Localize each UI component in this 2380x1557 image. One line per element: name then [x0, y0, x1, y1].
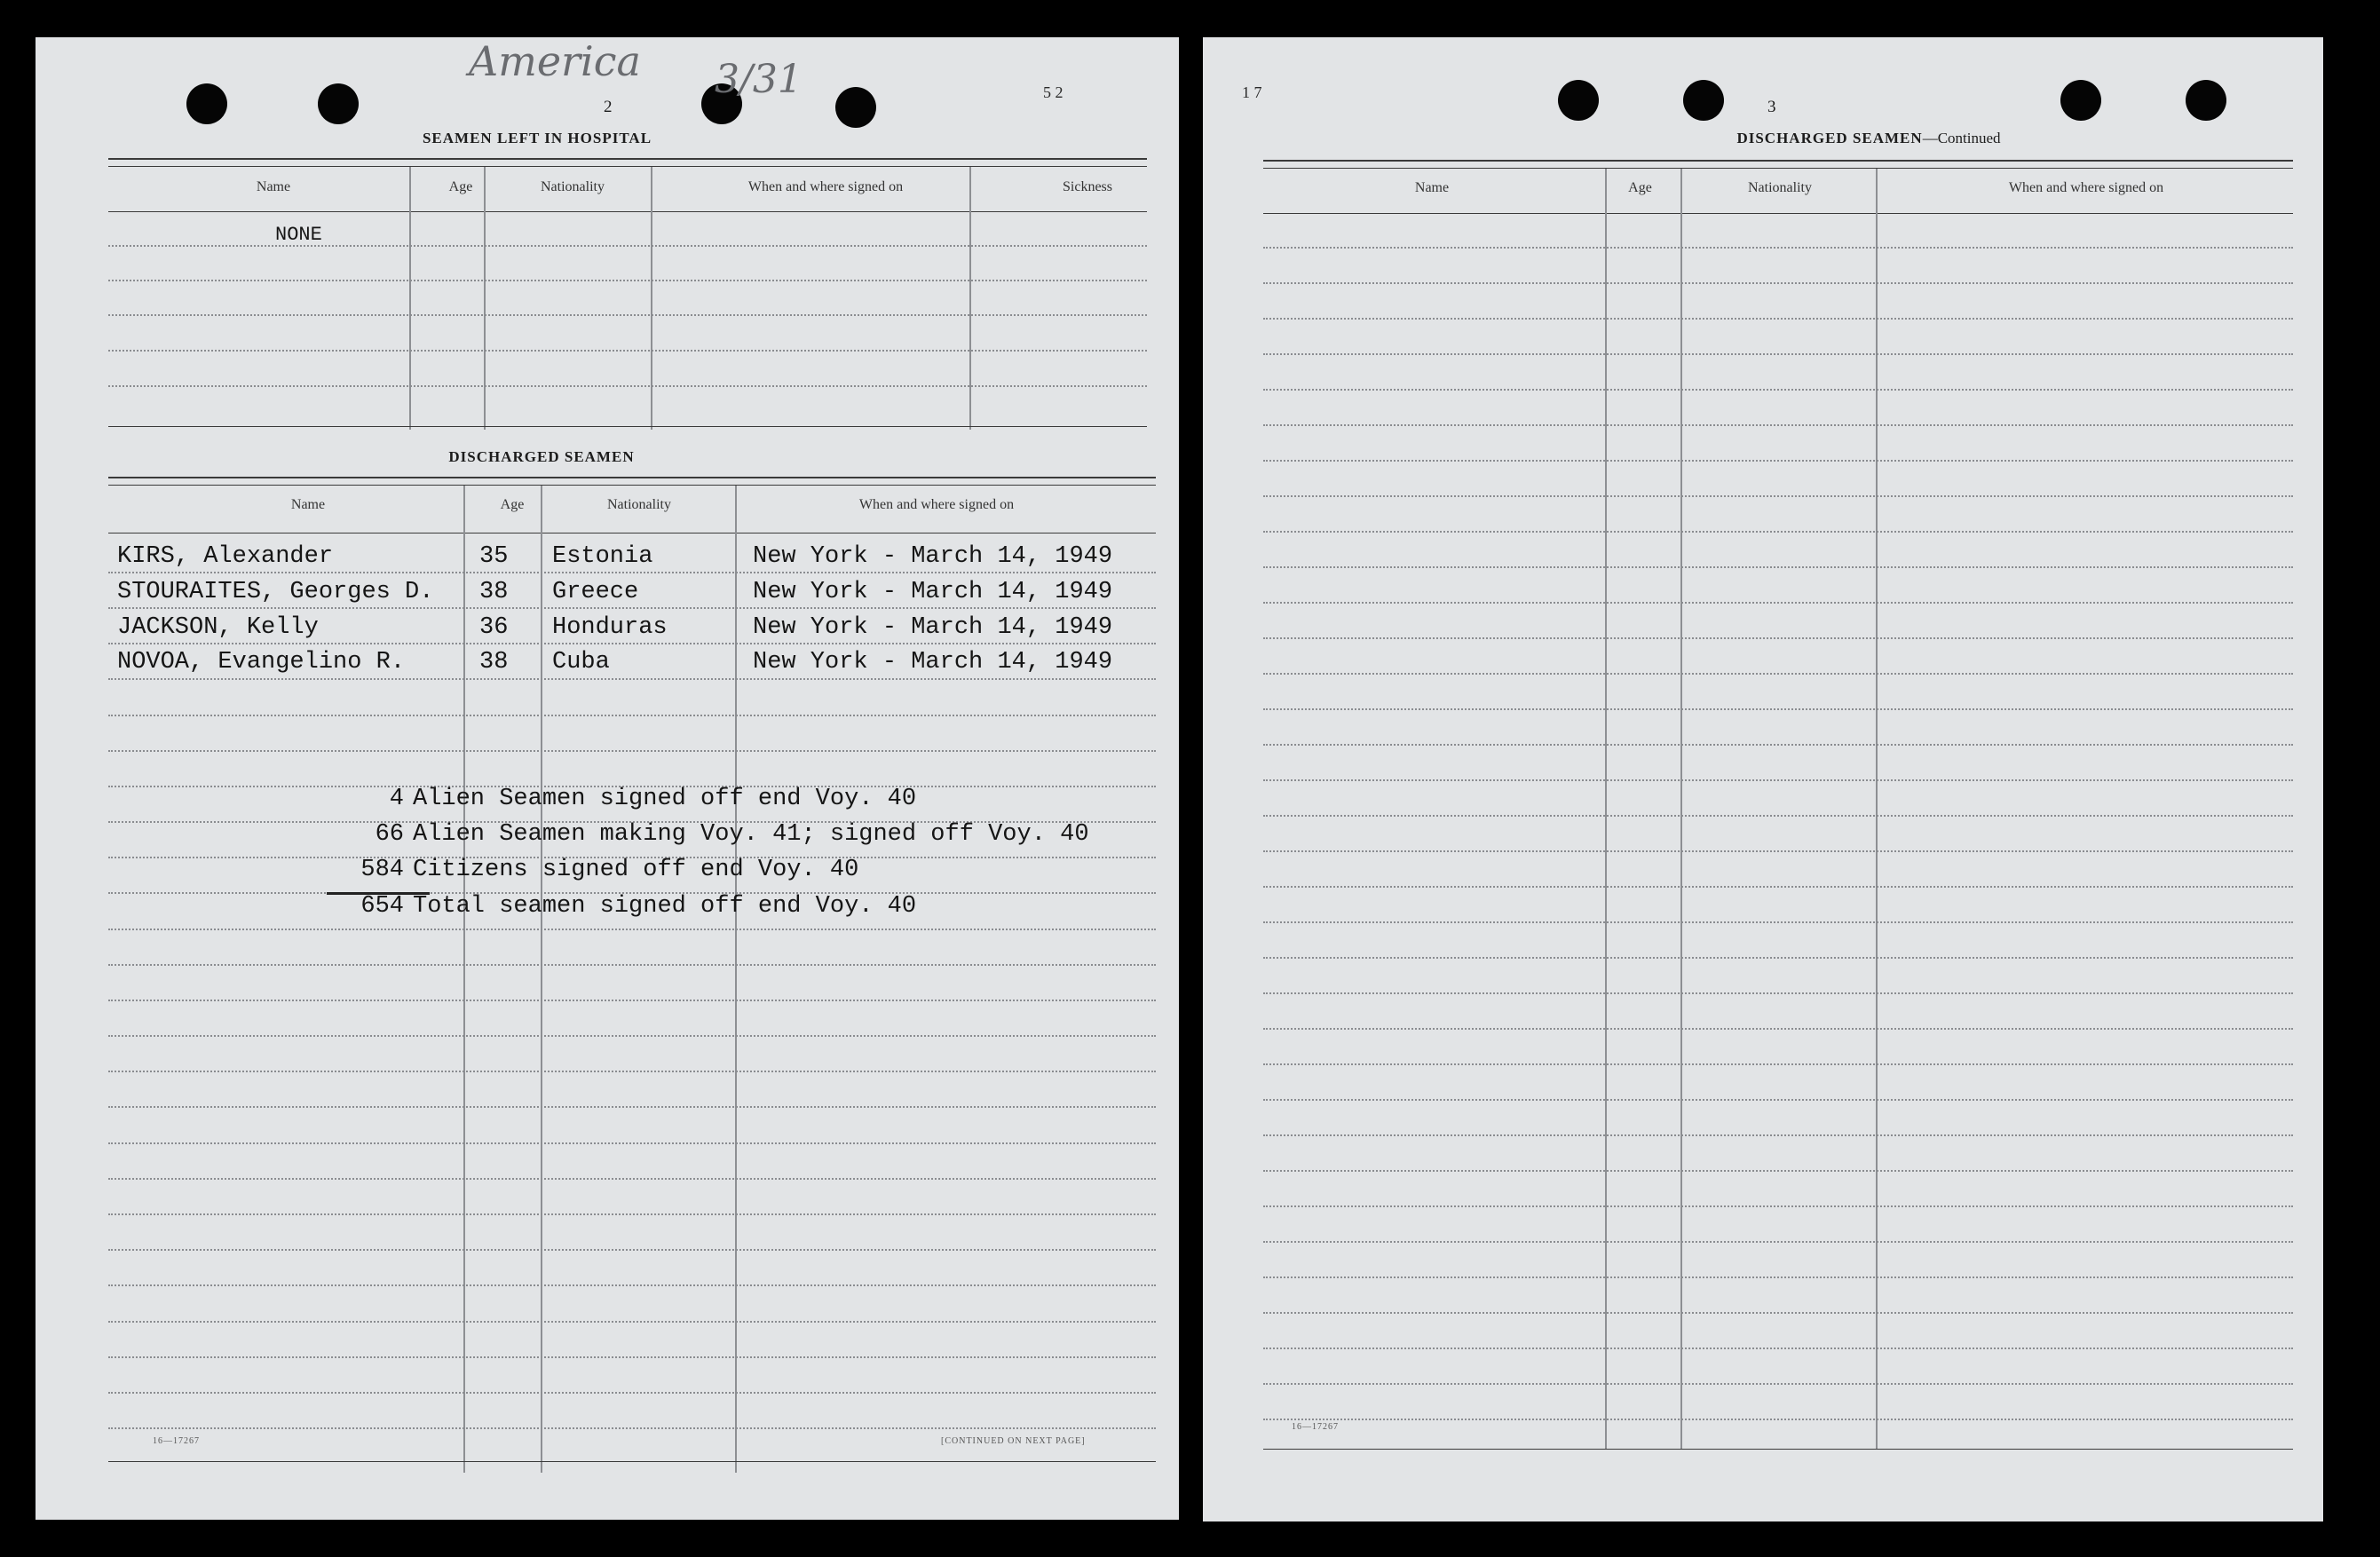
seaman-age: 38 — [479, 579, 509, 605]
col-header-name: Name — [290, 497, 326, 512]
seaman-nationality: Estonia — [552, 543, 653, 570]
punch-hole — [318, 83, 359, 124]
punch-hole — [186, 83, 227, 124]
handwritten-annotation: America — [469, 37, 641, 85]
seaman-age: 38 — [479, 649, 509, 676]
punch-hole — [2186, 80, 2226, 121]
seaman-nationality: Greece — [552, 579, 639, 605]
right-page — [1203, 37, 2323, 1521]
hospital-entry: NONE — [275, 224, 322, 246]
seaman-name: STOURAITES, Georges D. — [117, 579, 434, 605]
seaman-name: KIRS, Alexander — [117, 543, 334, 570]
title-suffix: —Continued — [1922, 130, 2001, 146]
corner-marks: 1 7 — [1242, 83, 1262, 101]
col-header-signed-on: When and where signed on — [747, 179, 904, 194]
handwritten-fraction: 3/31 — [715, 57, 803, 102]
col-header-nationality: Nationality — [1748, 180, 1812, 195]
summary-total-count: 654 — [360, 893, 404, 920]
col-header-age: Age — [500, 497, 525, 512]
seaman-name: NOVOA, Evangelino R. — [117, 649, 406, 676]
col-header-age: Age — [448, 179, 473, 194]
hospital-section-title: SEAMEN LEFT IN HOSPITAL — [422, 130, 652, 146]
corner-marks: 5 2 — [1043, 83, 1063, 101]
form-number: 16—17267 — [153, 1436, 200, 1446]
left-page — [36, 37, 1179, 1520]
continued-note: [CONTINUED ON NEXT PAGE] — [941, 1436, 1086, 1446]
summary-text: Alien Seamen signed off end Voy. 40 — [413, 786, 917, 812]
form-number: 16—17267 — [1292, 1422, 1339, 1432]
col-header-signed-on: When and where signed on — [2008, 180, 2164, 195]
punch-hole — [1558, 80, 1599, 121]
page-number: 2 — [604, 98, 613, 116]
seaman-signed-on: New York - March 14, 1949 — [753, 649, 1113, 676]
seaman-name: JACKSON, Kelly — [117, 614, 319, 641]
summary-text: Citizens signed off end Voy. 40 — [413, 857, 859, 883]
col-header-name: Name — [256, 179, 291, 194]
summary-count: 4 — [389, 786, 404, 812]
punch-hole — [2060, 80, 2101, 121]
seaman-signed-on: New York - March 14, 1949 — [753, 614, 1113, 641]
seaman-age: 35 — [479, 543, 509, 570]
summary-count: 584 — [360, 857, 404, 883]
discharged-continued-title — [1602, 130, 2135, 147]
col-header-signed-on: When and where signed on — [858, 497, 1015, 512]
col-header-nationality: Nationality — [607, 497, 671, 512]
seaman-signed-on: New York - March 14, 1949 — [753, 543, 1113, 570]
punch-hole — [1683, 80, 1724, 121]
punch-hole — [835, 87, 876, 128]
col-header-nationality: Nationality — [541, 179, 605, 194]
title-main: DISCHARGED SEAMEN — [1736, 130, 1923, 146]
seaman-nationality: Honduras — [552, 614, 668, 641]
summary-text: Alien Seamen making Voy. 41; signed off Voy. 40 — [413, 821, 1089, 848]
seaman-signed-on: New York - March 14, 1949 — [753, 579, 1113, 605]
col-header-age: Age — [1628, 180, 1652, 195]
summary-count: 66 — [375, 821, 404, 848]
summary-total-text: Total seamen signed off end Voy. 40 — [413, 893, 917, 920]
page-number: 3 — [1767, 98, 1776, 116]
col-header-name: Name — [1414, 180, 1450, 195]
discharged-section-title: DISCHARGED SEAMEN — [448, 448, 635, 465]
col-header-sickness: Sickness — [1063, 179, 1112, 194]
seaman-nationality: Cuba — [552, 649, 610, 676]
seaman-age: 36 — [479, 614, 509, 641]
